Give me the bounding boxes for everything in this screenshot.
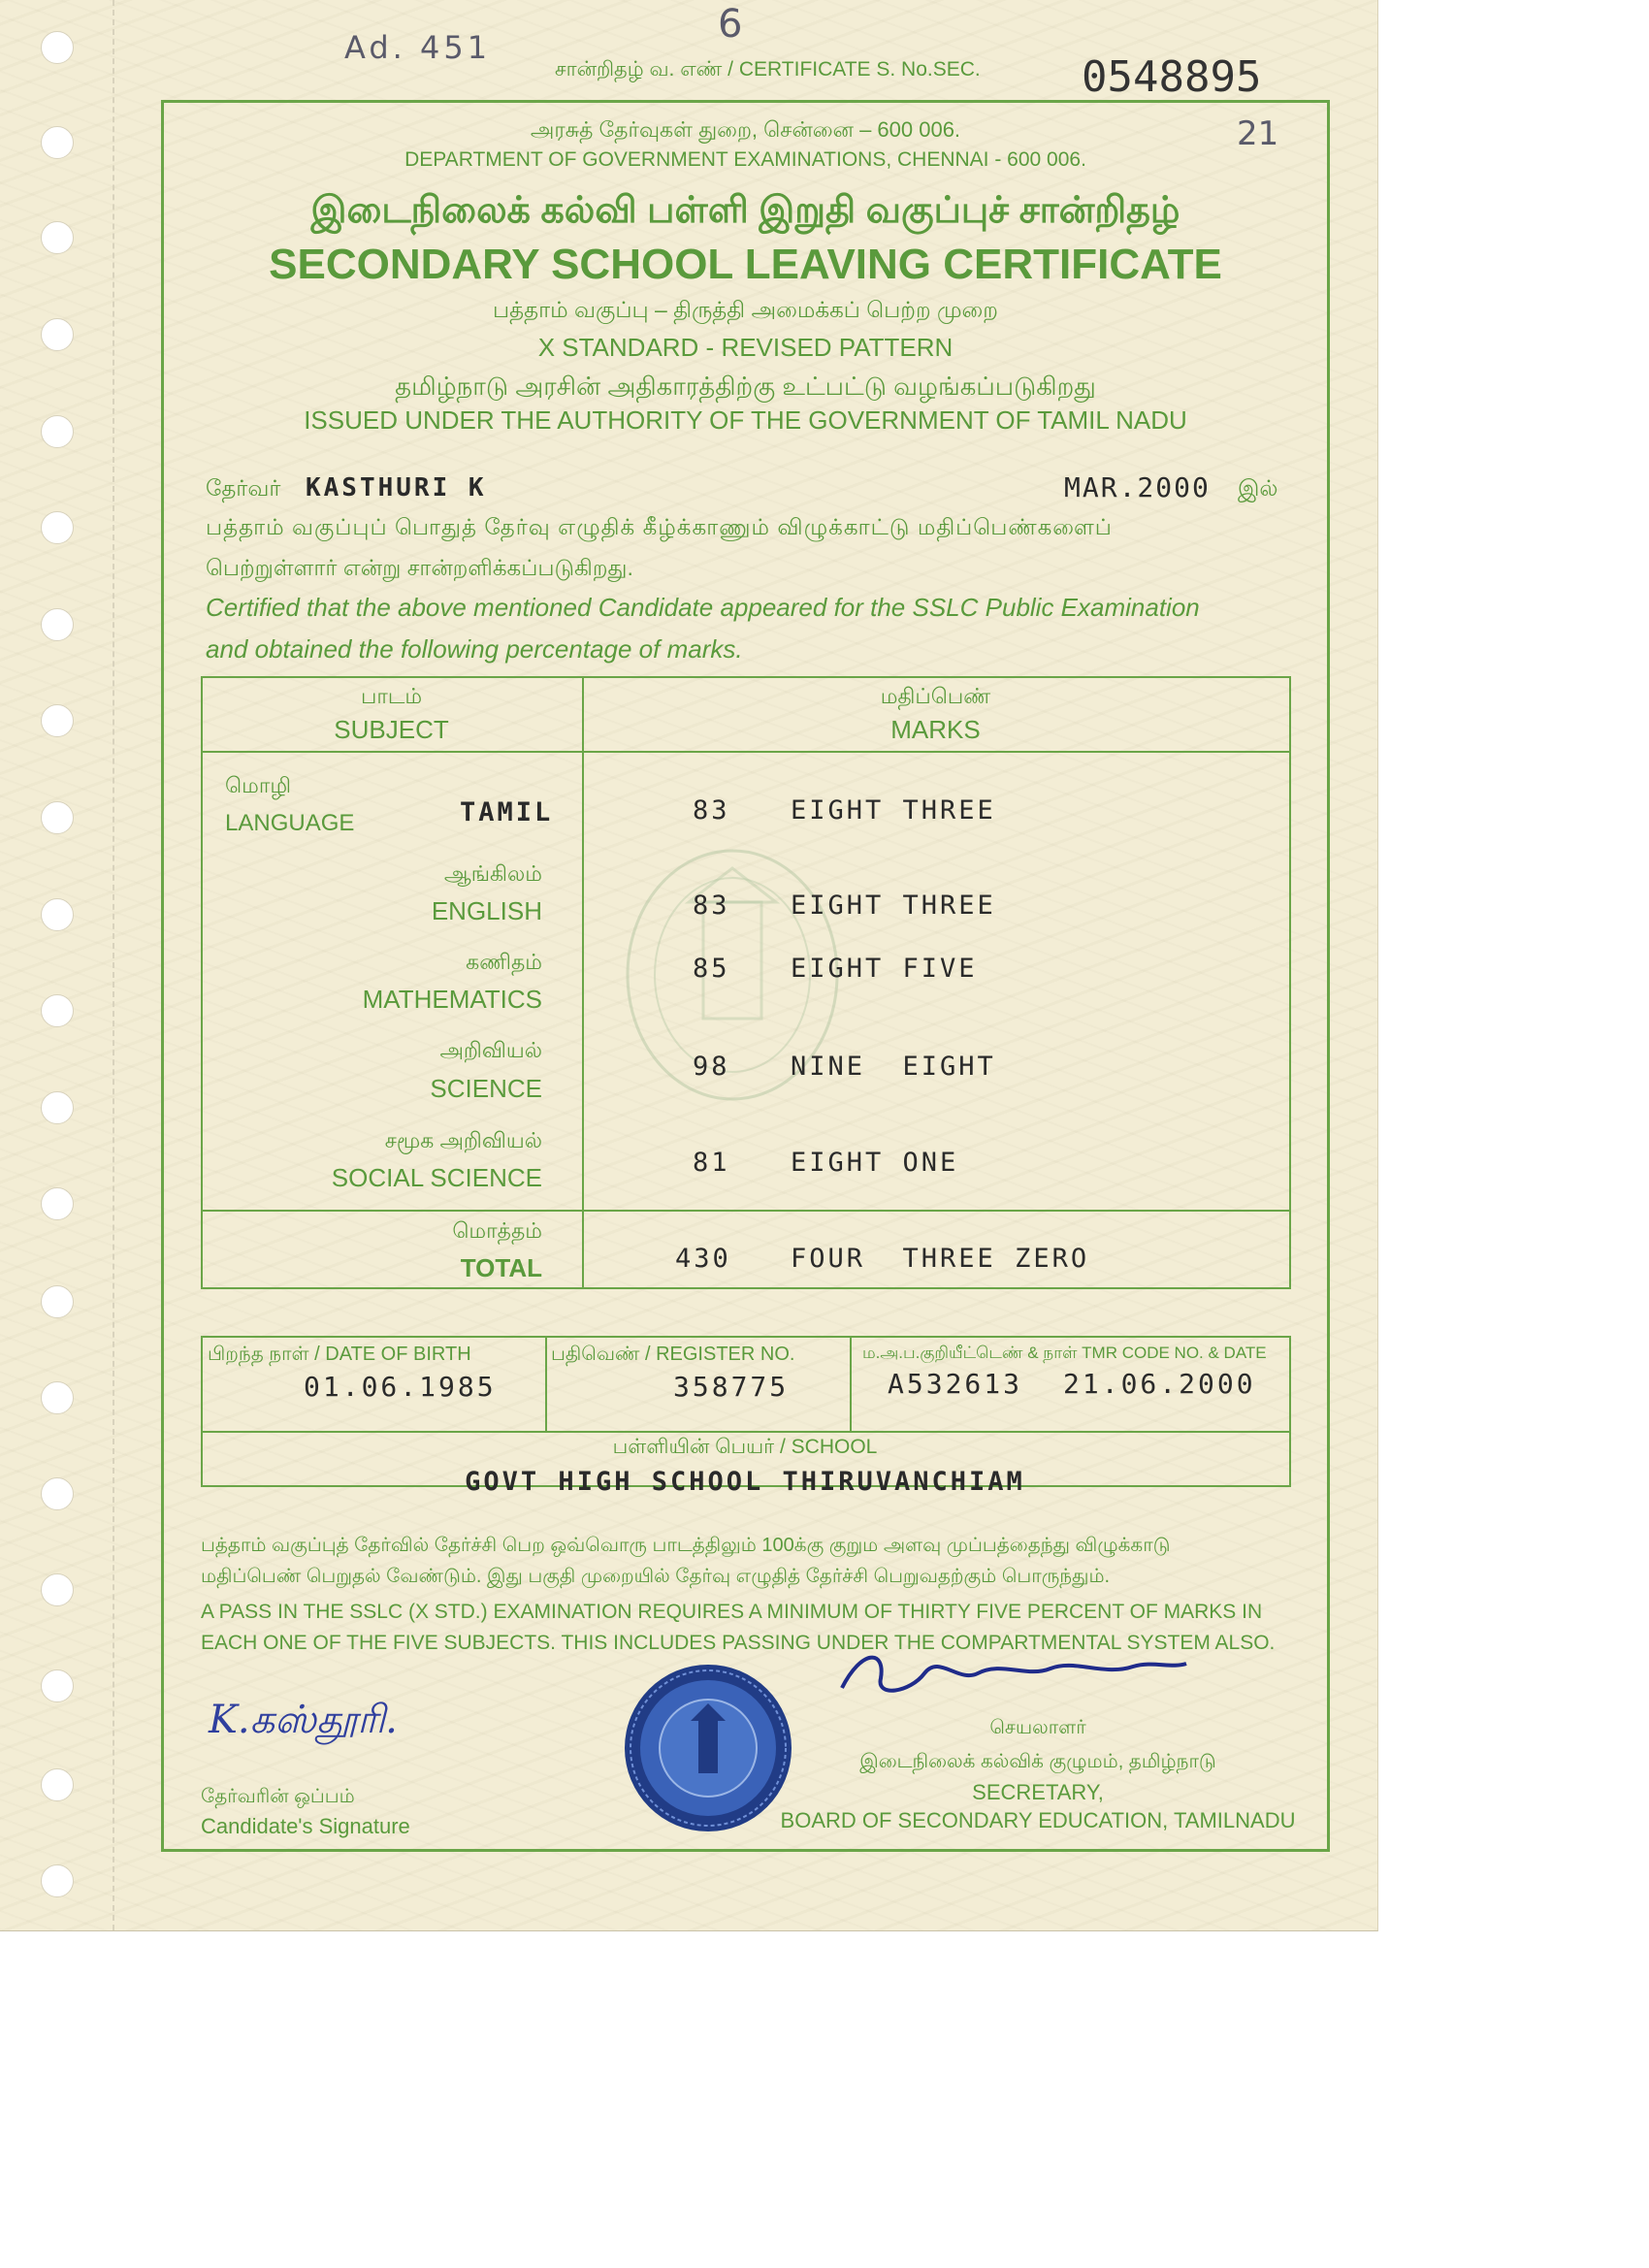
binder-hole [41,1381,74,1414]
exam-session: MAR.2000 [1064,471,1211,503]
binder-hole [41,126,74,159]
marks-words: EIGHT THREE [791,795,996,826]
candidate-signature: K.கஸ்தூரி. [209,1698,398,1742]
subject-mathematics: MATHEMATICS [362,985,542,1014]
school-label: பள்ளியின் பெயர் / SCHOOL [612,1436,878,1458]
subject-header: SUBJECT [334,715,449,744]
subject-science: SCIENCE [430,1074,542,1103]
binder-hole [41,898,74,931]
marks-value: 81 [693,1148,730,1178]
binder-hole [41,1573,74,1606]
binder-hole [41,221,74,254]
table-divider [850,1336,852,1432]
candidate-signature-label: Candidate's Signature [201,1814,410,1838]
subject-tamil: சமூக அறிவியல் [384,1128,542,1152]
title-tamil: இடைநிலைக் கல்வி பள்ளி இறுதி வகுப்புச் சான்றிதழ் [310,190,1180,231]
handwritten-page-number: 6 [718,2,743,47]
certificate-number: 0548895 [1082,52,1262,102]
pass-note-tamil: பத்தாம் வகுப்புத் தேர்வில் தேர்ச்சி பெற ஒவ்வொரு பாடத்திலும் 100க்கு குறும அளவு முப்பத்தைந்து விழுக்காடு [201,1535,1171,1556]
binder-hole [41,1091,74,1124]
binder-hole [41,1669,74,1702]
table-divider [582,676,584,1287]
binder-hole [41,1285,74,1318]
marks-words: EIGHT THREE [791,891,996,921]
marks-header: MARKS [890,715,981,744]
handwritten-note: Ad. 451 [344,29,492,66]
subject-tamil: அறிவியல் [439,1038,542,1062]
subject-header-tamil: பாடம் [360,684,423,708]
marks-words: EIGHT FIVE [791,954,978,984]
pass-note-english: A PASS IN THE SSLC (X STD.) EXAMINATION REQUIRES A MINIMUM OF THIRTY FIVE PERCENT OF MARKS IN [201,1601,1263,1623]
certified-statement: Certified that the above mentioned Candidate appeared for the SSLC Public Examination [206,593,1200,622]
department-english: DEPARTMENT OF GOVERNMENT EXAMINATIONS, CHENNAI - 600 006. [404,148,1086,171]
binder-hole [41,994,74,1027]
binder-hole [41,1477,74,1510]
school-name: GOVT HIGH SCHOOL THIRUVANCHIAM [465,1467,1025,1497]
binder-hole [41,1768,74,1801]
perforation-line [113,0,114,1930]
total-marks: 430 [675,1244,731,1274]
standard-tamil: பத்தாம் வகுப்பு – திருத்தி அமைக்கப் பெற்ற முறை [493,297,998,322]
table-divider [201,1210,1289,1212]
secretary-title: SECRETARY, [972,1780,1104,1804]
marks-value: 83 [693,891,730,921]
table-divider [545,1336,547,1432]
binder-hole [41,608,74,641]
marks-value: 83 [693,795,730,826]
binder-hole [41,1864,74,1897]
authority-english: ISSUED UNDER THE AUTHORITY OF THE GOVERNMENT OF TAMIL NADU [304,405,1187,435]
secretary-title-tamil: செயலாளர் [989,1717,1086,1738]
register-number: 358775 [673,1371,790,1403]
tmr-code: A532613 [888,1368,1023,1400]
date-of-birth: 01.06.1985 [304,1371,497,1403]
candidate-prefix-tamil: தேர்வர் [206,475,281,501]
authority-tamil: தமிழ்நாடு அரசின் அதிகாரத்திற்கு உட்பட்டு வழங்கப்படுகிறது [395,372,1096,401]
candidate-name: KASTHURI K [306,473,487,502]
binder-hole [41,1187,74,1220]
board-name: BOARD OF SECONDARY EDUCATION, TAMILNADU [780,1808,1296,1832]
statement-tamil-line: பெற்றுள்ளார் என்று சான்றளிக்கப்படுகிறது. [206,555,633,580]
board-name-tamil: இடைநிலைக் கல்விக் குழுமம், தமிழ்நாடு [859,1751,1216,1772]
language-name: TAMIL [460,797,554,827]
certified-statement: and obtained the following percentage of marks. [206,634,743,664]
total-label: TOTAL [460,1253,542,1282]
binder-hole [41,801,74,834]
total-label-tamil: மொத்தம் [452,1218,542,1243]
marks-words: EIGHT ONE [791,1148,959,1178]
tmr-date: 21.06.2000 [1063,1368,1256,1400]
subject-language: LANGUAGE [225,810,355,836]
handwritten-mark: 21 [1237,114,1279,153]
binder-hole [41,415,74,448]
subject-tamil: ஆங்கிலம் [443,861,542,886]
candidate-suffix-tamil: இல் [1238,475,1278,501]
table-divider [201,751,1289,753]
binder-hole [41,511,74,544]
table-divider [201,1431,1289,1433]
pass-note-tamil: மதிப்பெண் பெறுதல் வேண்டும். இது பகுதி முறையில் தேர்வு எழுதித் தேர்ச்சி பெறுவதற்கும் பொருந்தும். [201,1566,1111,1587]
certificate-title: SECONDARY SCHOOL LEAVING CERTIFICATE [269,241,1222,288]
marks-value: 98 [693,1052,730,1082]
subject-tamil: கணிதம் [466,950,542,974]
tmr-label: ம.அ.ப.குறியீட்டெண் & நாள் TMR CODE NO. & DATE [862,1344,1267,1362]
binder-hole [41,704,74,737]
subject-english: ENGLISH [431,896,542,925]
candidate-signature-label-tamil: தேர்வரின் ஒப்பம் [201,1786,355,1807]
certificate-number-label: சான்றிதழ் வ. எண் / CERTIFICATE S. No.SEC. [555,58,981,81]
standard-english: X STANDARD - REVISED PATTERN [537,333,954,362]
subject-tamil: மொழி [225,773,291,797]
marks-words: NINE EIGHT [791,1052,996,1082]
binder-hole [41,318,74,351]
statement-tamil-line: பத்தாம் வகுப்புப் பொதுத் தேர்வு எழுதிக் கீழ்க்காணும் விழுக்காட்டு மதிப்பெண்களைப் [206,514,1113,539]
marks-value: 85 [693,954,730,984]
marks-header-tamil: மதிப்பெண் [880,684,991,708]
binder-hole [41,31,74,64]
pass-note-english: EACH ONE OF THE FIVE SUBJECTS. THIS INCLUDES PASSING UNDER THE COMPARTMENTAL SYSTEM ALSO. [201,1632,1276,1654]
subject-social-science: SOCIAL SCIENCE [331,1163,542,1192]
total-marks-words: FOUR THREE ZERO [791,1244,1090,1274]
dob-label: பிறந்த நாள் / DATE OF BIRTH [208,1344,471,1365]
department-tamil: அரசுத் தேர்வுகள் துறை, சென்னை – 600 006. [530,117,961,142]
register-label: பதிவெண் / REGISTER NO. [551,1344,795,1365]
